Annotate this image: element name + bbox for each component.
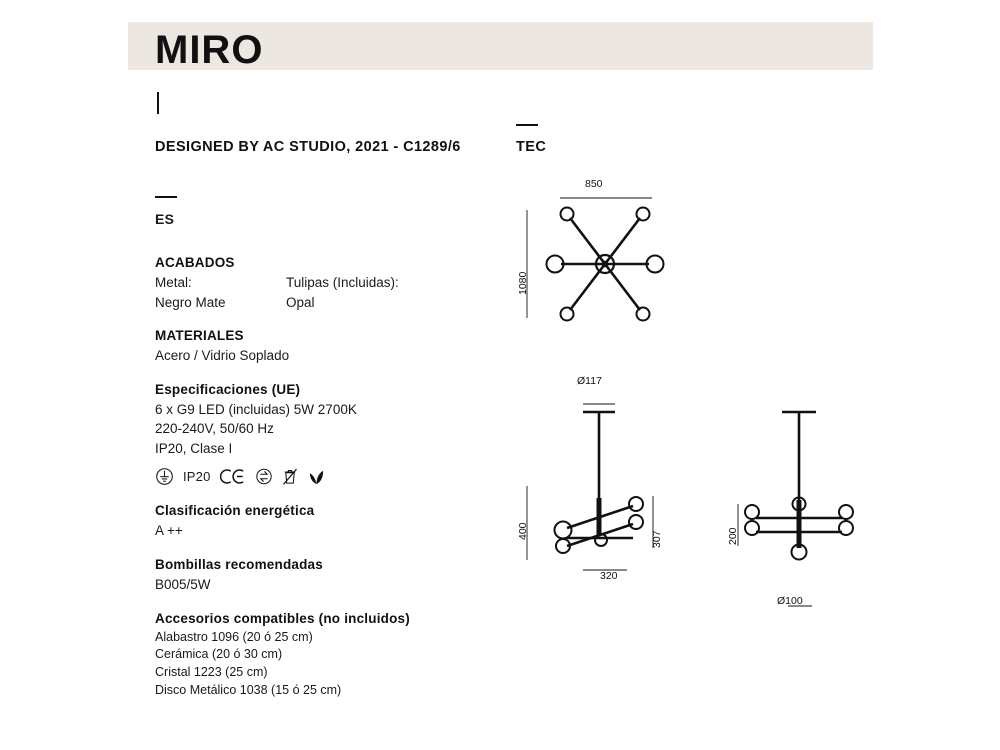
side-view-drawing bbox=[720, 388, 920, 618]
tulipas-value: Opal bbox=[286, 294, 315, 310]
language-divider bbox=[155, 196, 177, 198]
side-view-shade-height-dimension: 200 bbox=[727, 527, 739, 545]
section-bombillas bbox=[155, 557, 495, 595]
clasificacion-heading: Clasificación energética bbox=[155, 503, 315, 519]
specifications-column bbox=[155, 255, 495, 716]
no-bin-waste-icon bbox=[282, 466, 298, 486]
top-view-drawing bbox=[505, 188, 935, 398]
section-clasificacion bbox=[155, 503, 495, 541]
metal-label: Metal: bbox=[155, 275, 192, 290]
language-code: ES bbox=[155, 211, 175, 227]
ce-mark-icon bbox=[220, 466, 246, 486]
ip20-rating-text: IP20 bbox=[183, 468, 211, 484]
top-view-width-dimension: 850 bbox=[585, 178, 603, 190]
section-especificaciones bbox=[155, 382, 495, 488]
accesorio-item: Cerámica (20 ó 30 cm) bbox=[155, 647, 283, 662]
materiales-value: Acero / Vidrio Soplado bbox=[155, 348, 290, 364]
technical-drawings bbox=[505, 170, 935, 640]
section-materiales bbox=[155, 328, 495, 366]
recycling-loop-icon bbox=[255, 466, 273, 486]
front-view-drop-dimension: 400 bbox=[517, 522, 529, 540]
metal-value: Negro Mate bbox=[155, 294, 226, 310]
acabados-heading: ACABADOS bbox=[155, 255, 235, 270]
energy-leaf-icon bbox=[307, 466, 326, 486]
certification-icon-row bbox=[155, 465, 495, 487]
section-acabados bbox=[155, 255, 495, 312]
top-view-height-dimension: 1080 bbox=[517, 271, 529, 295]
canopy-diameter-dimension: Ø117 bbox=[577, 375, 602, 387]
clasificacion-value: A ++ bbox=[155, 523, 183, 539]
tulipas-label: Tulipas (Incluidas): bbox=[286, 275, 399, 290]
designer-credit: DESIGNED BY AC STUDIO, 2021 - C1289/6 bbox=[155, 139, 461, 155]
especificaciones-line-2: 220-240V, 50/60 Hz bbox=[155, 421, 274, 437]
title-divider-mark bbox=[157, 92, 159, 114]
especificaciones-heading: Especificaciones (UE) bbox=[155, 381, 301, 397]
front-view-arm-width-dimension: 320 bbox=[600, 570, 618, 582]
accesorio-item: Disco Metálico 1038 (15 ó 25 cm) bbox=[155, 682, 342, 697]
especificaciones-line-1: 6 x G9 LED (incluidas) 5W 2700K bbox=[155, 401, 357, 417]
tec-section-label: TEC bbox=[516, 139, 547, 155]
front-view-arm-height-dimension: 307 bbox=[651, 530, 663, 548]
tec-divider bbox=[516, 124, 538, 126]
bombillas-value: B005/5W bbox=[155, 576, 211, 592]
section-accesorios bbox=[155, 611, 495, 700]
class-1-earth-icon bbox=[155, 466, 174, 486]
accesorios-heading: Accesorios compatibles (no incluidos) bbox=[155, 610, 410, 626]
side-view-shade-diameter-dimension: Ø100 bbox=[777, 595, 803, 607]
especificaciones-line-3: IP20, Clase I bbox=[155, 440, 233, 456]
bombillas-heading: Bombillas recomendadas bbox=[155, 556, 323, 572]
page-title: MIRO bbox=[155, 28, 264, 72]
materiales-heading: MATERIALES bbox=[155, 328, 244, 344]
front-view-drawing bbox=[505, 388, 735, 588]
accesorio-item: Alabastro 1096 (20 ó 25 cm) bbox=[155, 629, 313, 644]
accesorio-item: Cristal 1223 (25 cm) bbox=[155, 665, 268, 679]
